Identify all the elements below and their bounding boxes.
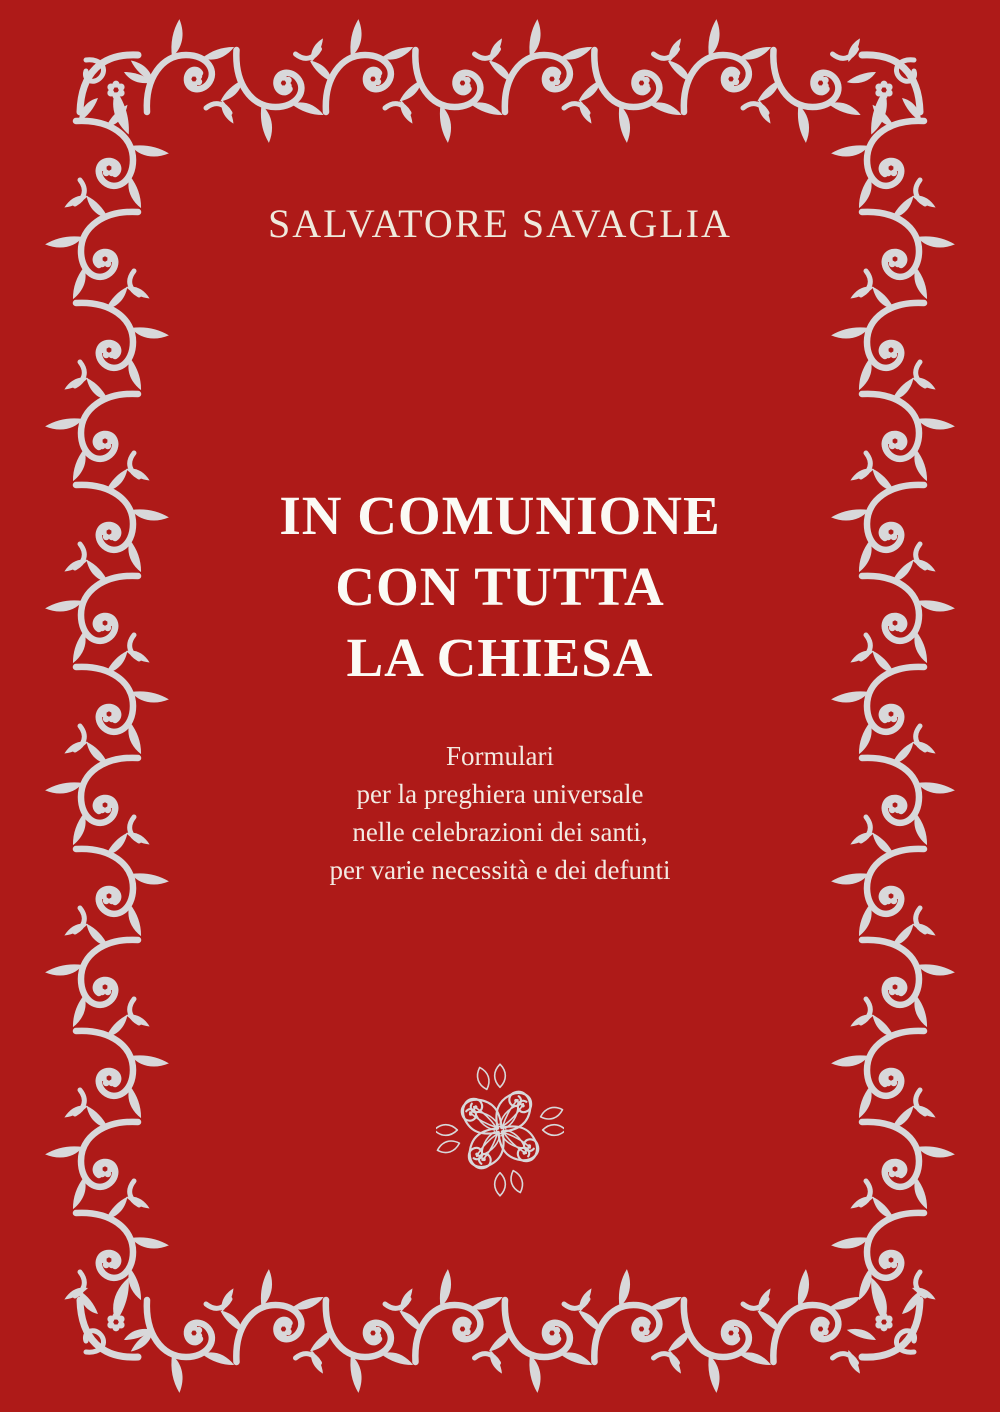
- author-name: SALVATORE SAVAGLIA: [268, 201, 732, 246]
- subtitle-line-4: per varie necessità e dei defunti: [329, 855, 671, 885]
- subtitle-line-1: Formulari: [446, 741, 554, 771]
- book-subtitle: [0, 737, 1000, 889]
- subtitle-line-3: nelle celebrazioni dei santi,: [352, 817, 648, 847]
- fleuron-ornament: [436, 1058, 564, 1202]
- title-line-3: LA CHIESA: [346, 627, 654, 688]
- title-line-2: CON TUTTA: [335, 556, 665, 617]
- book-title: [0, 480, 1000, 693]
- title-line-1: IN COMUNIONE: [279, 485, 721, 546]
- subtitle-line-2: per la preghiera universale: [356, 779, 644, 809]
